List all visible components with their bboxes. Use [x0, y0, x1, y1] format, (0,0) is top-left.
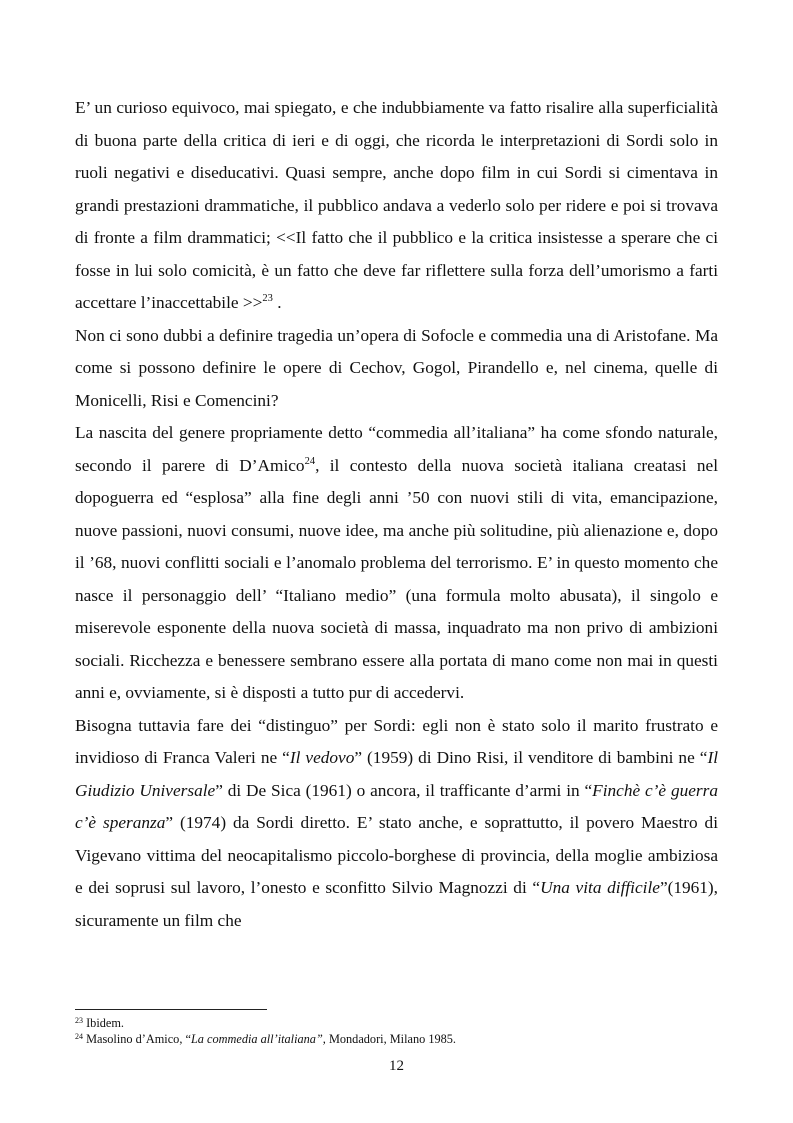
text-run: E’ un curioso equivoco, mai spiegato, e che indubbiamente va fatto risalire alla superficialità di buona parte della critica di ieri e di oggi, che ricorda le interpretazioni di Sordi solo in ruoli negativi e diseducativi. Quasi sempre, anche dopo film in cui Sordi si cimentava in grandi prestazioni drammatiche, il pubblico andava a vederlo solo per ridere e poi si trovava di fronte a film drammatici; <<Il fatto che il pubblico e la critica insistesse a sperare che ci fosse in lui solo comicità, è un fatto che deve far riflettere sulla forza dell’umorismo a farti accettare l’inaccettabile >>: [75, 98, 718, 312]
paragraph: [75, 710, 718, 938]
italic-title: Il Giudizio Universale: [75, 748, 718, 800]
text-run: Non ci sono dubbi a definire tragedia un’opera di Sofocle e commedia una di Aristofane. Ma come si possono definire le opere di Cechov, Gogol, Pirandello e, nel cinema, quelle di Monicelli, Risi e Comencini?: [75, 325, 718, 410]
text-run: Ibidem.: [83, 1016, 124, 1030]
text-run: , il contesto della nuova società italiana creatasi nel dopoguerra ed “esplosa” alla fine degli anni ’50 con nuovi stili di vita, emancipazione, nuove passioni, nuovi consumi, nuove idee, ma anche più solitudine, più alienazione e, dopo il ’68, nuovi conflitti sociali e l’anomalo problema del terrorismo. E’ in questo momento che nasce il personaggio dell’ “Italiano medio” (una formula molto abusata), il singolo e miserevole esponente della nuova società di massa, inquadrato ma non privo di ambizioni sociali. Ricchezza e benessere sembrano essere alla portata di mano come non mai in questi anni e, ovviamente, si è disposti a tutto pur di accedervi.: [75, 455, 718, 702]
page-number: 12: [389, 1058, 404, 1074]
footnote: [75, 1031, 718, 1047]
italic-title: Il vedovo: [289, 748, 355, 767]
footnote: [75, 1015, 718, 1031]
italic-title: La commedia all’italiana”,: [190, 1032, 326, 1046]
text-run: ” (1959) di Dino Risi, il venditore di bambini ne “: [354, 748, 708, 767]
footnotes: [75, 1015, 718, 1047]
footnote-separator: [75, 1009, 267, 1010]
italic-title: Una vita difficile: [540, 878, 660, 897]
footnote-reference: 23: [262, 293, 273, 304]
body-text: [75, 92, 718, 937]
paragraph: [75, 417, 718, 710]
footnote-reference: 24: [75, 1032, 83, 1041]
paragraph: [75, 320, 718, 418]
text-run: ”(1961), sicuramente un film che: [75, 878, 719, 930]
text-run: Masolino d’Amico, “: [83, 1032, 191, 1046]
footnote-reference: 23: [75, 1016, 83, 1025]
text-run: Mondadori, Milano 1985.: [325, 1032, 457, 1046]
paragraph: [75, 92, 718, 320]
text-run: Bisogna tuttavia fare dei “distinguo” per Sordi: egli non è stato solo il marito frustrato e invidioso di Franca Valeri ne “: [75, 715, 718, 767]
text-run: ” di De Sica (1961) o ancora, il trafficante d’armi in “: [215, 780, 593, 800]
italic-title: Finchè c’è guerra c’è speranza: [75, 780, 718, 832]
text-run: La nascita del genere propriamente detto “commedia all’italiana” ha come sfondo naturale, secondo il parere di D’Amico: [75, 423, 718, 475]
footnote-reference: 24: [304, 455, 316, 467]
text-run: .: [272, 293, 282, 312]
text-run: ” (1974) da Sordi diretto. E’ stato anche, e soprattutto, il povero Maestro di Vigevano vittima del neocapitalismo piccolo-borghese di provincia, della moglie ambiziosa e dei soprusi sul lavoro, l’onesto e sconfitto Silvio Magnozzi di “: [75, 813, 718, 897]
